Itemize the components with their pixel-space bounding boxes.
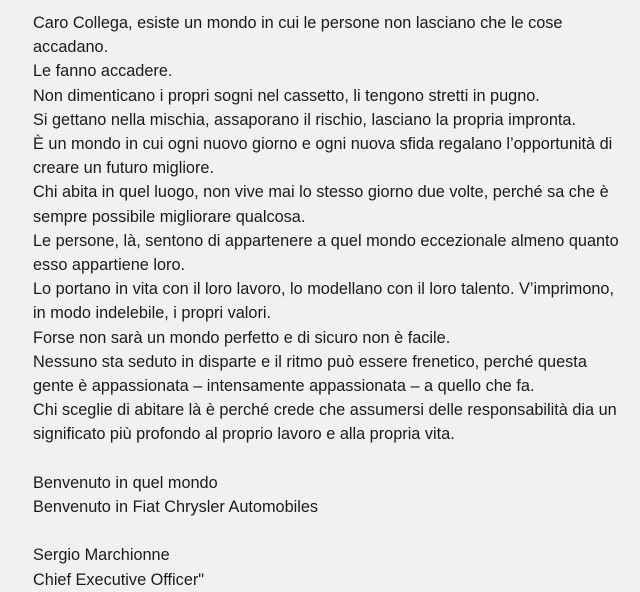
letter-line: Non dimenticano i propri sogni nel cassetto, li tengono stretti in pugno. (33, 86, 540, 105)
signature-name: Sergio Marchionne (33, 546, 170, 565)
signature-title: Chief Executive Officer" (33, 570, 205, 589)
letter-line: Forse non sarà un mondo perfetto e di sicuro non è facile. (33, 328, 451, 347)
welcome-line-2: Benvenuto in Fiat Chrysler Automobiles (33, 498, 319, 517)
paragraph-gap (33, 519, 633, 543)
letter-line: Si gettano nella mischia, assaporano il rischio, lasciano la propria impronta. (33, 110, 576, 129)
letter-line: Chi sceglie di abitare là è perché crede che assumersi delle responsabilità dia un (33, 401, 617, 420)
letter-body (33, 11, 633, 592)
letter-line: È un mondo in cui ogni nuovo giorno e ogni nuova sfida regalano l’opportunità di (33, 135, 613, 154)
letter-line: Chi abita in quel luogo, non vive mai lo stesso giorno due volte, perché sa che è (33, 183, 609, 202)
letter-line: creare un futuro migliore. (33, 159, 214, 178)
letter-line: gente è appassionata – intensamente appassionata – a quello che fa. (33, 377, 535, 396)
letter-line: significato più profondo al proprio lavoro e alla propria vita. (33, 425, 455, 444)
letter-line: sempre possibile migliorare qualcosa. (33, 207, 306, 226)
letter-line: Caro Collega, esiste un mondo in cui le persone non lasciano che le cose (33, 14, 563, 32)
letter-line: Nessuno sta seduto in disparte e il ritmo può essere frenetico, perché questa (33, 352, 587, 371)
letter-line: Le fanno accadere. (33, 62, 173, 81)
paragraph-gap (33, 447, 633, 471)
welcome-line-1: Benvenuto in quel mondo (33, 473, 218, 492)
letter-line: Le persone, là, sentono di appartenere a quel mondo eccezionale almeno quanto (33, 231, 619, 250)
letter-line: esso appartiene loro. (33, 256, 186, 275)
letter-line: accadano. (33, 38, 109, 57)
letter-line: in modo indelebile, i propri valori. (33, 304, 272, 323)
letter-line: Lo portano in vita con il loro lavoro, lo modellano con il loro talento. V’imprimono, (33, 280, 615, 299)
